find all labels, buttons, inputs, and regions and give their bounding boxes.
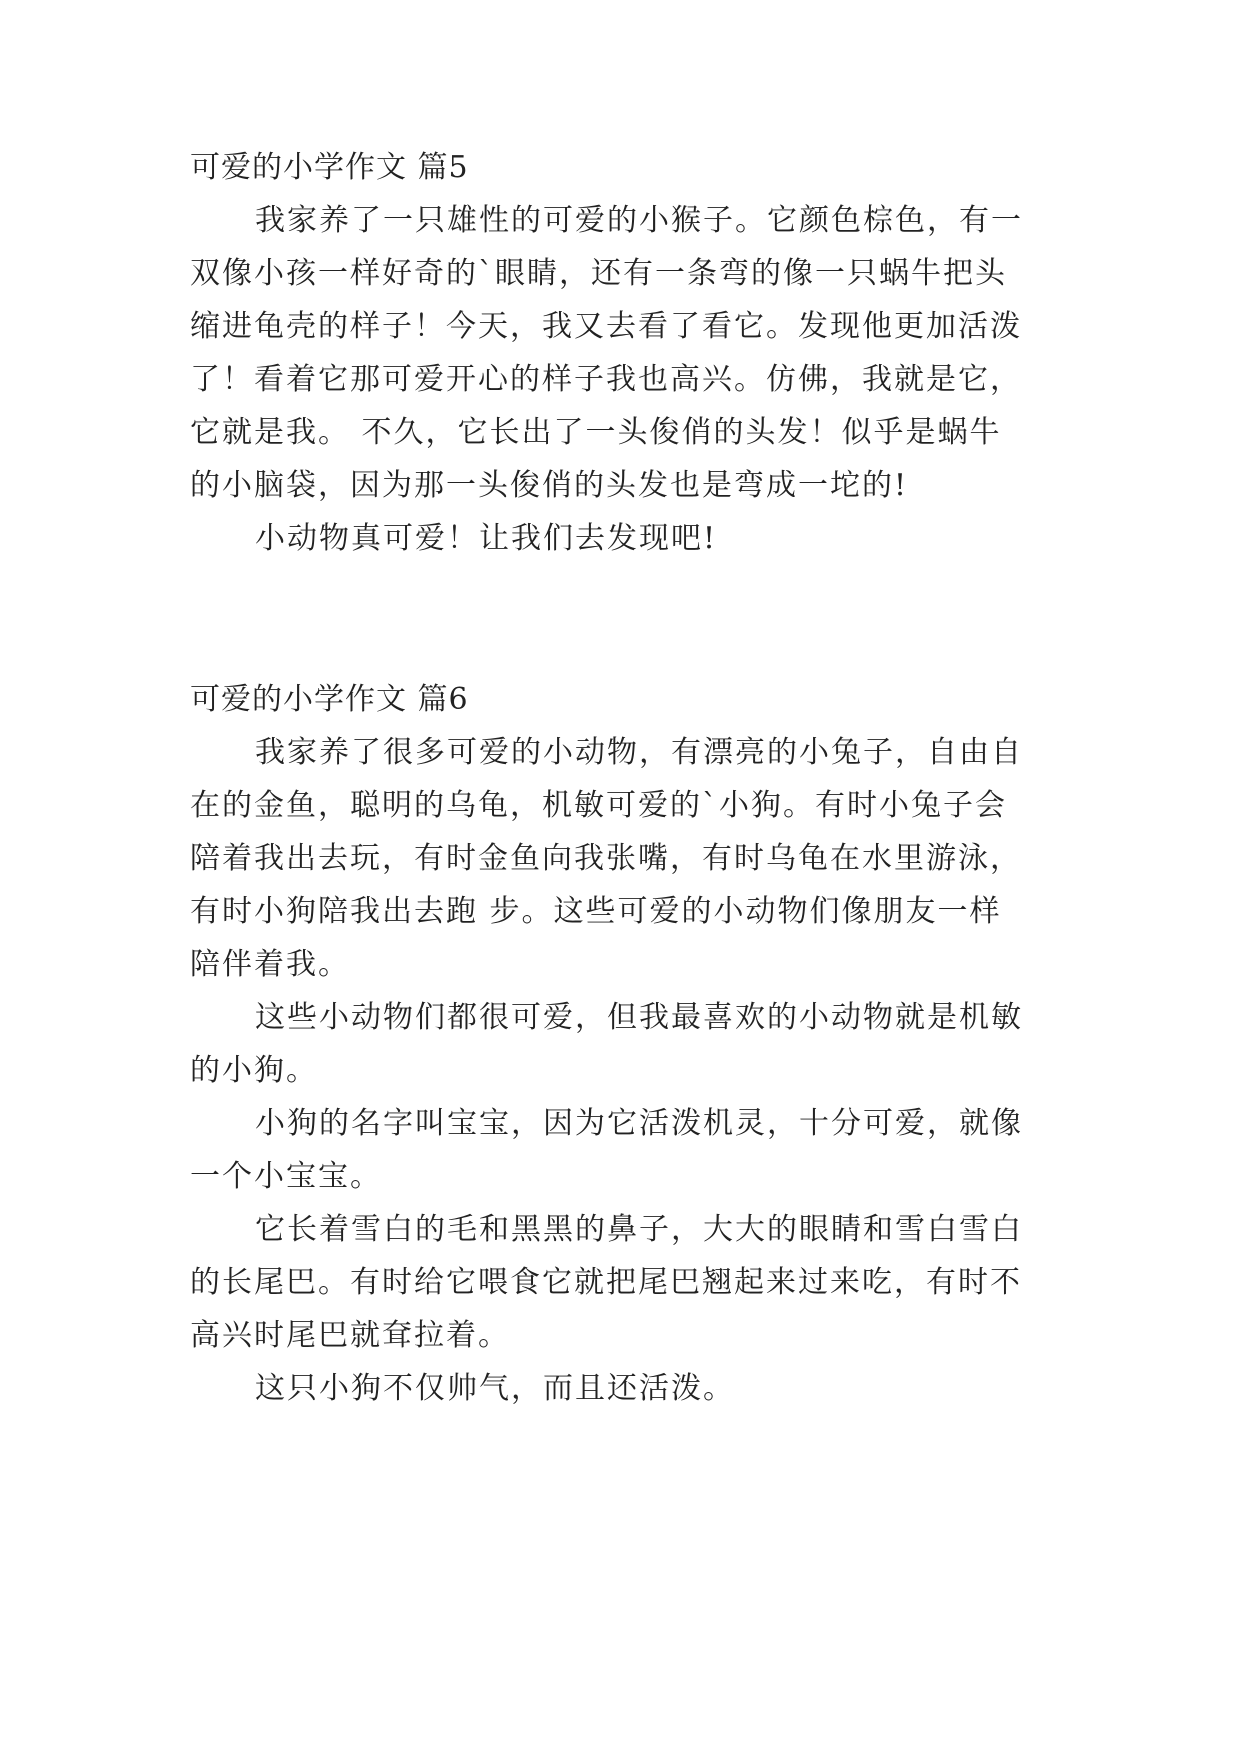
paragraph-line: 一个小宝宝。 — [190, 1159, 382, 1194]
paragraph-line: 小动物真可爱！让我们去发现吧! — [255, 521, 718, 556]
paragraph-line: 这只小狗不仅帅气，而且还活泼。 — [255, 1371, 735, 1406]
paragraph-line: 了！看着它那可爱开心的样子我也高兴。仿佛，我就是它， — [190, 362, 1022, 397]
paragraph-line: 它就是我。 不久，它长出了一头俊俏的头发！似乎是蜗牛 — [190, 415, 1002, 450]
section-heading: 可爱的小学作文 篇6 — [190, 682, 469, 717]
paragraph-line: 陪着我出去玩，有时金鱼向我张嘴，有时乌龟在水里游泳， — [190, 841, 1022, 876]
paragraph-line: 在的金鱼，聪明的乌龟，机敏可爱的`小狗。有时小兔子会 — [190, 788, 1007, 823]
paragraph-line: 高兴时尾巴就耷拉着。 — [190, 1318, 510, 1353]
paragraph-line: 我家养了一只雄性的可爱的小猴子。它颜色棕色，有一 — [255, 203, 1023, 238]
paragraph-line: 有时小狗陪我出去跑 步。这些可爱的小动物们像朋友一样 — [190, 894, 1002, 929]
paragraph-line: 缩进龟壳的样子！今天，我又去看了看它。发现他更加活泼 — [190, 309, 1022, 344]
section-heading: 可爱的小学作文 篇5 — [190, 150, 469, 185]
paragraph-line: 的长尾巴。有时给它喂食它就把尾巴翘起来过来吃，有时不 — [190, 1265, 1022, 1300]
paragraph-line: 我家养了很多可爱的小动物，有漂亮的小兔子，自由自 — [255, 735, 1023, 770]
paragraph-line: 的小狗。 — [190, 1053, 318, 1088]
paragraph-line: 它长着雪白的毛和黑黑的鼻子，大大的眼睛和雪白雪白 — [255, 1212, 1023, 1247]
paragraph-line: 的小脑袋，因为那一头俊俏的头发也是弯成一坨的! — [190, 468, 909, 503]
paragraph-line: 这些小动物们都很可爱，但我最喜欢的小动物就是机敏 — [255, 1000, 1023, 1035]
paragraph-line: 双像小孩一样好奇的`眼睛，还有一条弯的像一只蜗牛把头 — [190, 256, 1007, 291]
paragraph-line: 小狗的名字叫宝宝，因为它活泼机灵，十分可爱，就像 — [255, 1106, 1023, 1141]
paragraph-line: 陪伴着我。 — [190, 947, 350, 982]
